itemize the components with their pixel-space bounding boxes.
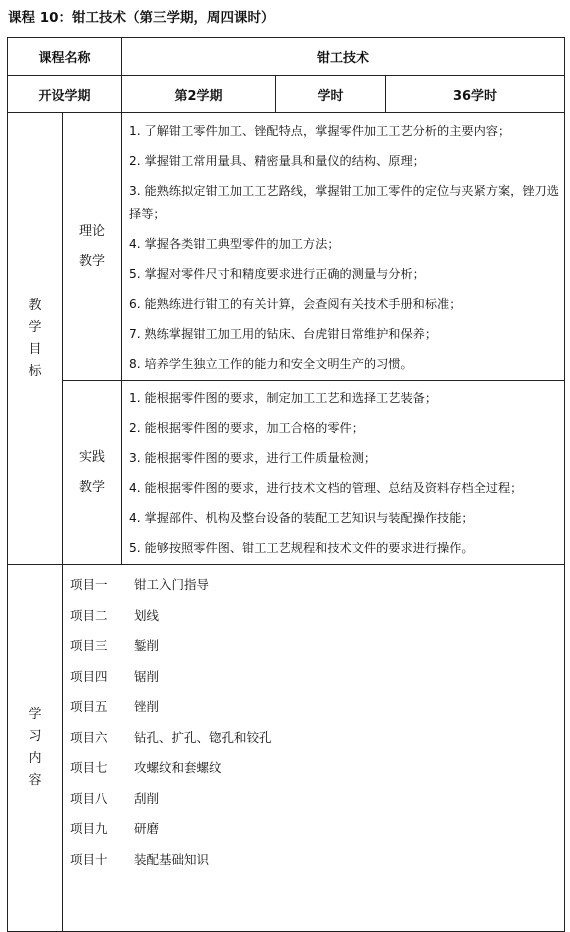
theory-label-line: 教学 xyxy=(79,253,106,269)
hours-value: 36学时 xyxy=(386,76,565,113)
project-label: 项目四 xyxy=(70,668,108,684)
theory-label-line: 理论 xyxy=(79,223,106,239)
project-label: 项目七 xyxy=(70,760,108,775)
goals-label-char: 教 xyxy=(28,297,42,313)
project-list xyxy=(63,565,565,932)
project-item xyxy=(70,758,564,789)
goals-label-char: 标 xyxy=(28,363,42,379)
term-value: 第2学期 xyxy=(122,76,276,113)
goals-label-char: 学 xyxy=(28,319,42,335)
practice-goal-item: 5. 能够按照零件图、钳工工艺规程和技术文件的要求进行操作。 xyxy=(129,541,474,555)
theory-goal-item: 6. 能熟练进行钳工的有关计算，会查阅有关技术手册和标准； xyxy=(129,297,462,311)
project-item xyxy=(70,697,564,728)
content-label-char: 容 xyxy=(28,773,42,788)
project-name: 研磨 xyxy=(134,821,160,836)
theory-goal-item: 7. 熟练掌握钳工加工用的钻床、台虎钳日常维护和保养； xyxy=(129,327,438,341)
hours-label: 学时 xyxy=(276,76,386,113)
project-name: 攻螺纹和套螺纹 xyxy=(134,760,222,775)
project-name: 锉削 xyxy=(134,699,160,714)
practice-goal-item: 4. 能根据零件图的要求，进行技术文档的管理、总结及资料存档全过程； xyxy=(129,481,523,495)
practice-goal-item: 2. 能根据零件图的要求，加工合格的零件； xyxy=(129,421,364,435)
project-name: 钻孔、扩孔、锪孔和铰孔 xyxy=(134,729,272,745)
project-label: 项目二 xyxy=(70,607,108,623)
theory-label xyxy=(63,113,122,381)
practice-label-line: 教学 xyxy=(79,479,106,495)
project-name: 锯削 xyxy=(134,668,160,684)
term-row xyxy=(8,76,565,113)
project-item xyxy=(70,606,564,637)
theory-goal-item: 5. 掌握对零件尺寸和精度要求进行正确的测量与分析； xyxy=(129,267,425,281)
project-name: 装配基础知识 xyxy=(134,851,210,867)
project-item xyxy=(70,789,564,820)
project-label: 项目九 xyxy=(70,821,108,836)
course-name-row xyxy=(8,38,565,76)
content-label xyxy=(8,565,63,932)
project-item xyxy=(70,728,564,759)
goals-label-char: 目 xyxy=(28,341,42,357)
project-label: 项目六 xyxy=(70,729,108,745)
theory-goal-item: 1. 了解钳工零件加工、锉配特点，掌握零件加工工艺分析的主要内容； xyxy=(129,124,511,138)
content-label-char: 习 xyxy=(28,729,42,744)
project-name: 划线 xyxy=(134,607,160,623)
practice-label-line: 实践 xyxy=(79,449,106,465)
project-item xyxy=(70,575,564,606)
goals-label xyxy=(8,113,63,565)
project-name: 刮削 xyxy=(134,790,160,806)
theory-goal-item: 4. 掌握各类钳工典型零件的加工方法； xyxy=(129,237,340,251)
project-label: 项目八 xyxy=(70,790,108,806)
content-label-char: 内 xyxy=(28,751,42,766)
practice-goals xyxy=(122,381,565,565)
practice-goal-item: 4. 掌握部件、机构及整台设备的装配工艺知识与装配操作技能； xyxy=(129,511,474,525)
practice-label xyxy=(63,381,122,565)
theory-goal-item: 3. 能熟练拟定钳工加工工艺路线，掌握钳工加工零件的定位与夹紧方案，锉刀选择等； xyxy=(129,184,559,221)
course-name-label: 课程名称 xyxy=(8,38,122,76)
theory-row xyxy=(8,113,565,381)
project-name: 钳工入门指导 xyxy=(134,577,210,592)
practice-row xyxy=(8,381,565,565)
page-title: 课程 10：钳工技术（第三学期，周四课时） xyxy=(8,10,275,26)
practice-goal-item: 3. 能根据零件图的要求，进行工件质量检测； xyxy=(129,451,377,465)
project-label: 项目十 xyxy=(70,851,108,867)
project-label: 项目五 xyxy=(70,699,108,714)
project-item xyxy=(70,667,564,698)
project-item xyxy=(70,850,564,881)
project-label: 项目一 xyxy=(70,577,108,592)
project-item xyxy=(70,636,564,667)
course-table xyxy=(7,37,565,932)
course-name-value: 钳工技术 xyxy=(122,38,565,76)
theory-goal-item: 8. 培养学生独立工作的能力和安全文明生产的习惯。 xyxy=(129,357,413,371)
project-name: 錾削 xyxy=(134,638,160,653)
content-row xyxy=(8,565,565,932)
content-label-char: 学 xyxy=(28,707,42,722)
project-label: 项目三 xyxy=(70,638,108,653)
theory-goals xyxy=(122,113,565,381)
theory-goal-item: 2. 掌握钳工常用量具、精密量具和量仪的结构、原理； xyxy=(129,154,425,168)
term-label: 开设学期 xyxy=(8,76,122,113)
practice-goal-item: 1. 能根据零件图的要求，制定加工工艺和选择工艺装备； xyxy=(129,391,438,405)
project-item xyxy=(70,819,564,850)
